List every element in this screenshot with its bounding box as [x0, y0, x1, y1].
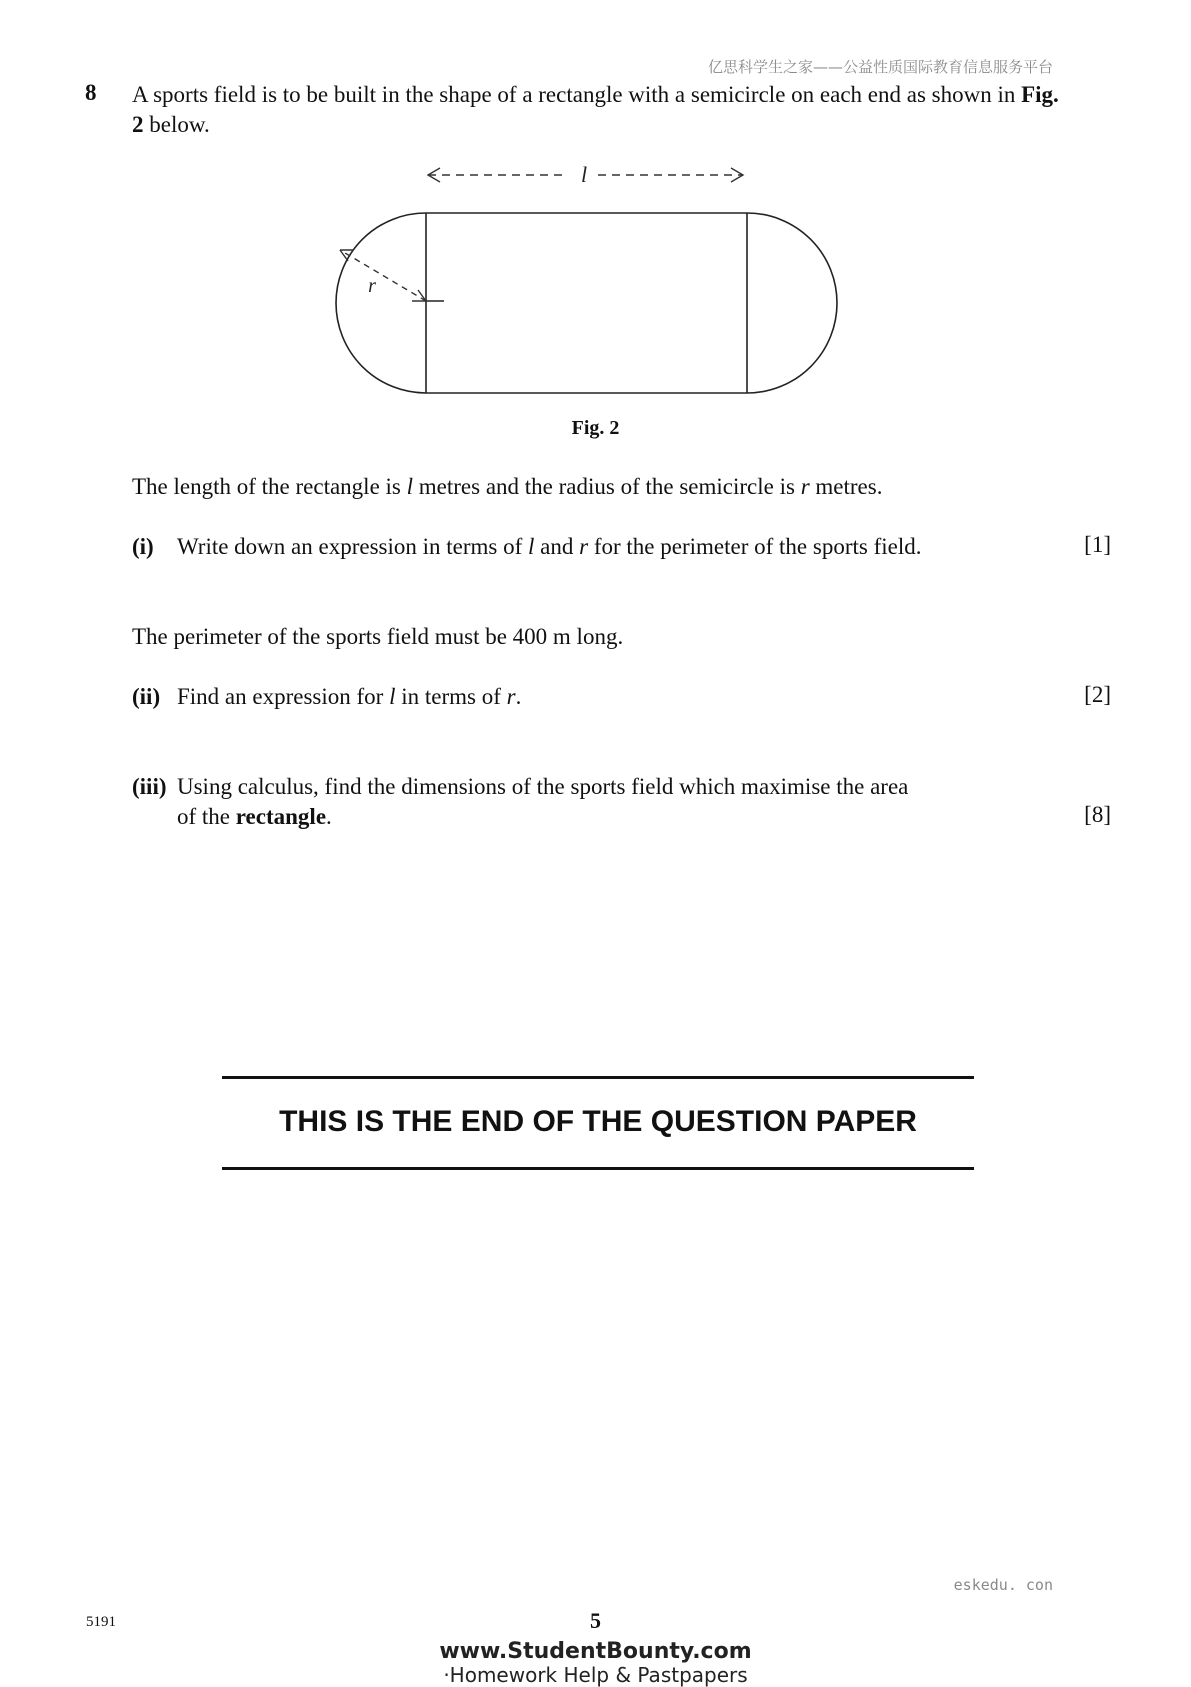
radius-dashed-line — [340, 250, 426, 301]
sports-field-figure — [300, 160, 860, 400]
figure-caption: Fig. 2 — [571, 417, 620, 439]
paper-code: 5191 — [86, 1614, 116, 1630]
part-i-text-c: for the perimeter of the sports field. — [588, 534, 922, 559]
end-of-paper-box — [222, 1076, 974, 1170]
brand-line-1: www.StudentBounty.com — [439, 1639, 752, 1664]
radius-label: r — [368, 275, 376, 297]
part-i-label: (i) — [132, 534, 154, 559]
part-iii-label: (iii) — [132, 774, 167, 799]
footer-brand-logo — [0, 1640, 1191, 1686]
part-ii-marks: [2] — [1084, 682, 1111, 707]
intro-fig-ref: Fig. 2 — [132, 82, 1059, 137]
part-iii-rectangle: rectangle — [235, 804, 327, 829]
statement1-r: r — [800, 474, 810, 499]
part-i-marks: [1] — [1084, 532, 1111, 557]
left-semicircle — [336, 213, 426, 393]
part-ii-label: (ii) — [132, 684, 161, 709]
part-iii-marks: [8] — [1084, 802, 1111, 827]
part-ii-text-b: in terms of — [395, 684, 507, 709]
part-ii-text-c: . — [515, 684, 522, 709]
header-watermark: 亿思科学生之家——公益性质国际教育信息服务平台 — [707, 58, 1053, 76]
question-intro — [132, 80, 1062, 140]
right-semicircle — [747, 213, 837, 393]
part-ii-r: r — [506, 684, 516, 709]
part-ii-l: l — [389, 684, 396, 709]
intro-text-2: below. — [143, 112, 210, 137]
part-i-text-b: and — [534, 534, 580, 559]
statement1-text-c: metres. — [809, 474, 883, 499]
part-iii-line1: Using calculus, find the dimensions of the sports field which maximise the area — [177, 774, 909, 799]
statement-perimeter: The perimeter of the sports field must be 400 m long. — [132, 624, 624, 649]
length-label: l — [580, 162, 588, 187]
statement1-text-a: The length of the rectangle is — [132, 474, 407, 499]
statement1-l: l — [406, 474, 414, 499]
statement-lengths — [132, 472, 882, 502]
end-of-paper-text: THIS IS THE END OF THE QUESTION PAPER — [279, 1105, 917, 1138]
intro-text-1: A sports field is to be built in the shape of a rectangle with a semicircle on each end as shown in — [132, 82, 1022, 107]
footer-watermark: eskedu. con — [953, 1576, 1053, 1594]
statement1-text-b: metres and the radius of the semicircle is — [413, 474, 801, 499]
part-iii — [132, 772, 1112, 832]
part-ii-text-a: Find an expression for — [177, 684, 390, 709]
part-i — [132, 532, 1112, 562]
page-number: 5 — [590, 1608, 601, 1633]
part-i-l: l — [528, 534, 535, 559]
part-i-r: r — [579, 534, 589, 559]
part-iii-line2-a: of the — [177, 804, 236, 829]
part-ii — [132, 682, 1112, 712]
brand-line-2: ·Homework Help & Pastpapers — [443, 1663, 748, 1687]
part-iii-line2-c: . — [326, 804, 332, 829]
part-i-text-a: Write down an expression in terms of — [177, 534, 529, 559]
question-number: 8 — [85, 80, 97, 105]
